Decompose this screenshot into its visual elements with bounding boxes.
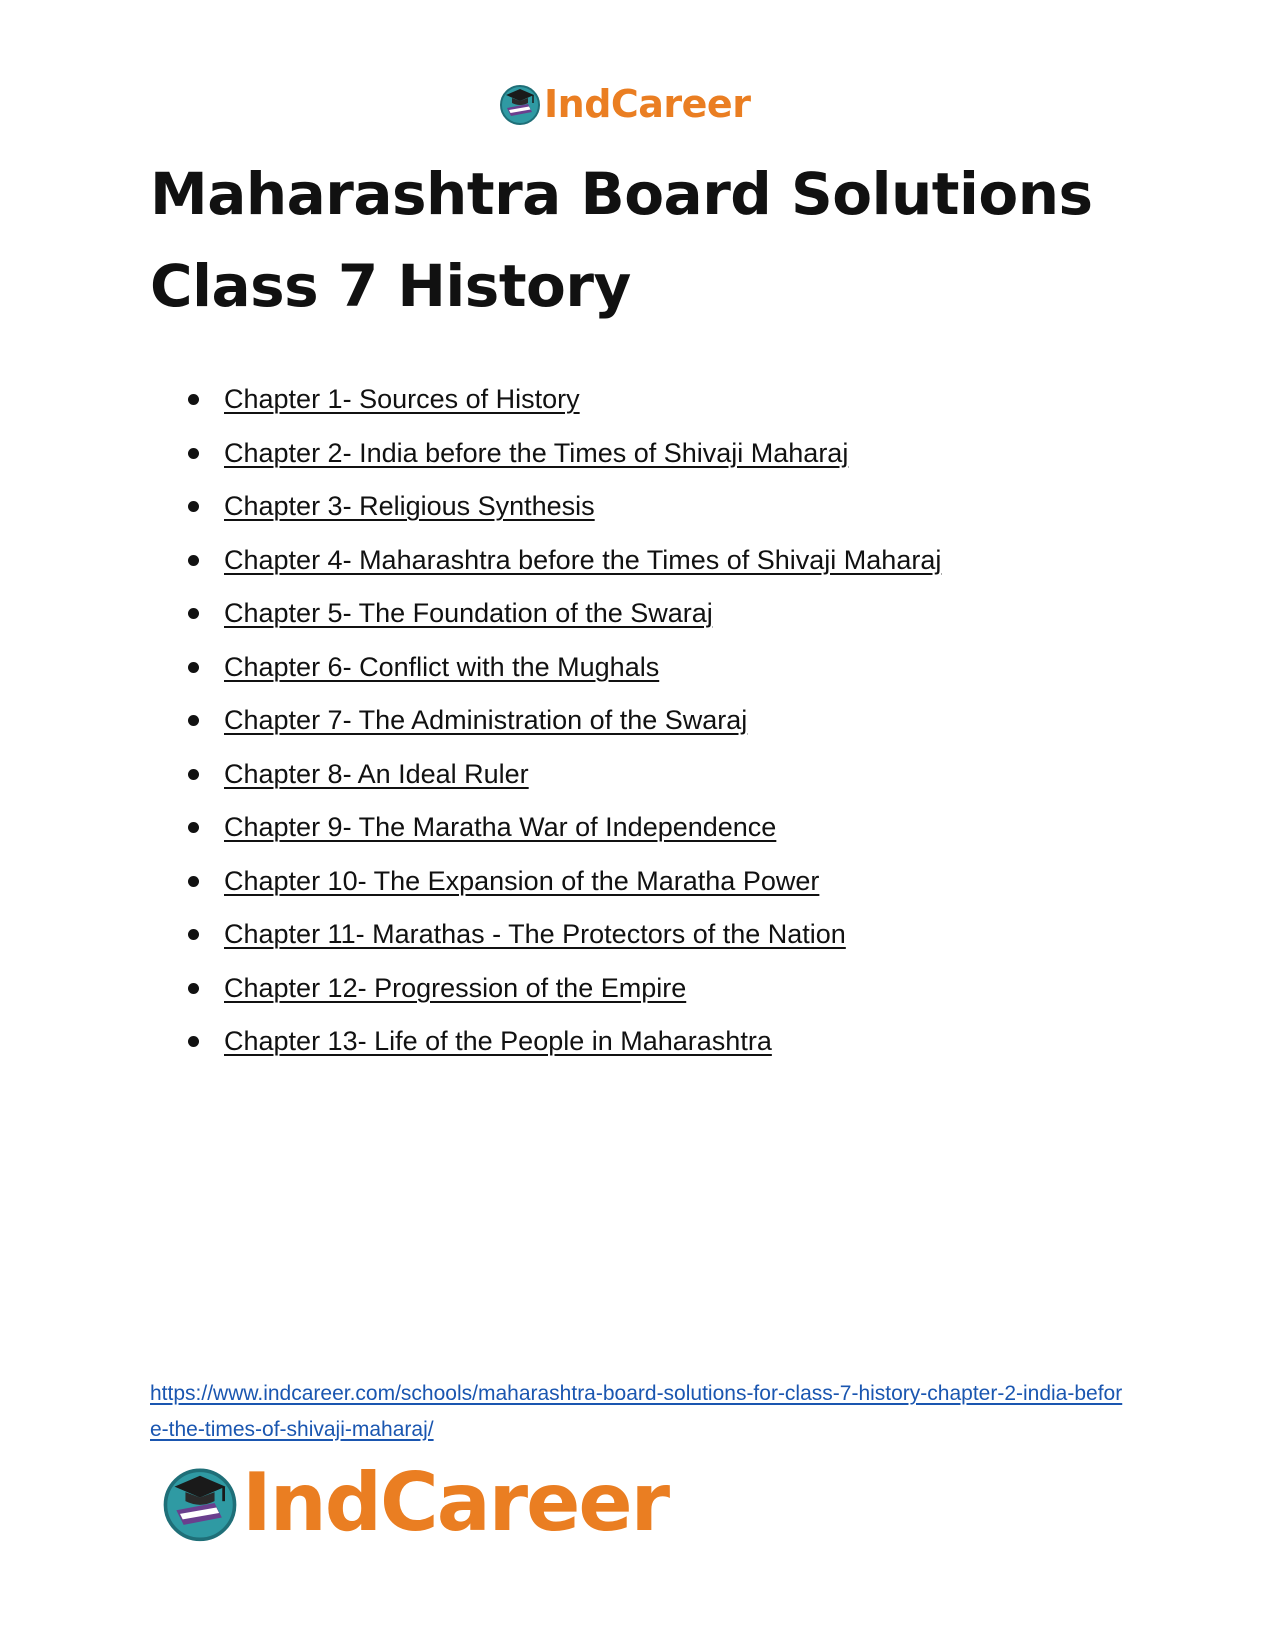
chapter-list-item xyxy=(0,641,941,695)
chapter-list-item xyxy=(0,1015,941,1069)
chapter-list-item xyxy=(0,962,941,1016)
chapter-list-item xyxy=(0,587,941,641)
chapter-list-item xyxy=(0,748,941,802)
chapter-link[interactable]: Chapter 10- The Expansion of the Maratha Power xyxy=(224,865,820,896)
page-title-line-1: Maharashtra Board Solutions xyxy=(150,160,1093,228)
chapter-link[interactable]: Chapter 12- Progression of the Empire xyxy=(224,972,687,1003)
chapter-link[interactable]: Chapter 9- The Maratha War of Independence xyxy=(224,812,777,842)
bullet-icon xyxy=(188,501,199,512)
bullet-icon xyxy=(188,394,199,405)
bullet-icon xyxy=(188,1036,199,1047)
chapter-list-item xyxy=(0,908,941,962)
chapter-list-item xyxy=(0,694,941,748)
bullet-icon xyxy=(188,715,199,726)
chapter-list-item xyxy=(0,427,941,481)
chapter-link[interactable]: Chapter 11- Marathas - The Protectors of the Nation xyxy=(224,919,846,949)
bullet-icon xyxy=(188,929,199,940)
chapter-link[interactable]: Chapter 5- The Foundation of the Swaraj xyxy=(224,598,713,628)
logo-emblem-icon xyxy=(160,1463,240,1543)
bullet-icon xyxy=(188,822,199,833)
bullet-icon xyxy=(188,608,199,619)
bullet-icon xyxy=(188,876,199,887)
chapter-link[interactable]: Chapter 7- The Administration of the Swaraj xyxy=(224,705,748,735)
footer-logo xyxy=(160,1458,668,1548)
chapter-link[interactable]: Chapter 2- India before the Times of Shivaji Maharaj xyxy=(224,437,849,468)
bullet-icon xyxy=(188,448,199,459)
chapter-list-item xyxy=(0,373,941,427)
header-logo-text: IndCareer xyxy=(544,82,751,126)
footer-logo-text: IndCareer xyxy=(242,1456,669,1549)
page-title xyxy=(150,148,1150,332)
chapter-link[interactable]: Chapter 4- Maharashtra before the Times of Shivaji Maharaj xyxy=(224,544,942,575)
chapter-link[interactable]: Chapter 8- An Ideal Ruler xyxy=(224,758,529,789)
bullet-icon xyxy=(188,769,199,780)
chapter-list-item xyxy=(0,801,941,855)
chapter-list-item xyxy=(0,534,941,588)
logo-emblem-icon xyxy=(498,82,542,126)
chapter-link[interactable]: Chapter 13- Life of the People in Maharashtra xyxy=(224,1026,772,1056)
bullet-icon xyxy=(188,662,199,673)
chapter-list-item xyxy=(0,855,941,909)
chapter-list-item xyxy=(0,480,941,534)
footer-url-link[interactable]: https://www.indcareer.com/schools/maharashtra-board-solutions-for-class-7-history-chapter-2-india-before-the-times-of-shivaji-maharaj/ xyxy=(150,1382,1123,1441)
chapter-link[interactable]: Chapter 1- Sources of History xyxy=(224,384,580,414)
chapter-link[interactable]: Chapter 3- Religious Synthesis xyxy=(224,491,595,521)
bullet-icon xyxy=(188,555,199,566)
chapter-link[interactable]: Chapter 6- Conflict with the Mughals xyxy=(224,651,660,682)
header-logo xyxy=(498,80,750,128)
bullet-icon xyxy=(188,983,199,994)
page-title-line-2: Class 7 History xyxy=(150,252,631,320)
chapter-list xyxy=(0,373,941,1069)
